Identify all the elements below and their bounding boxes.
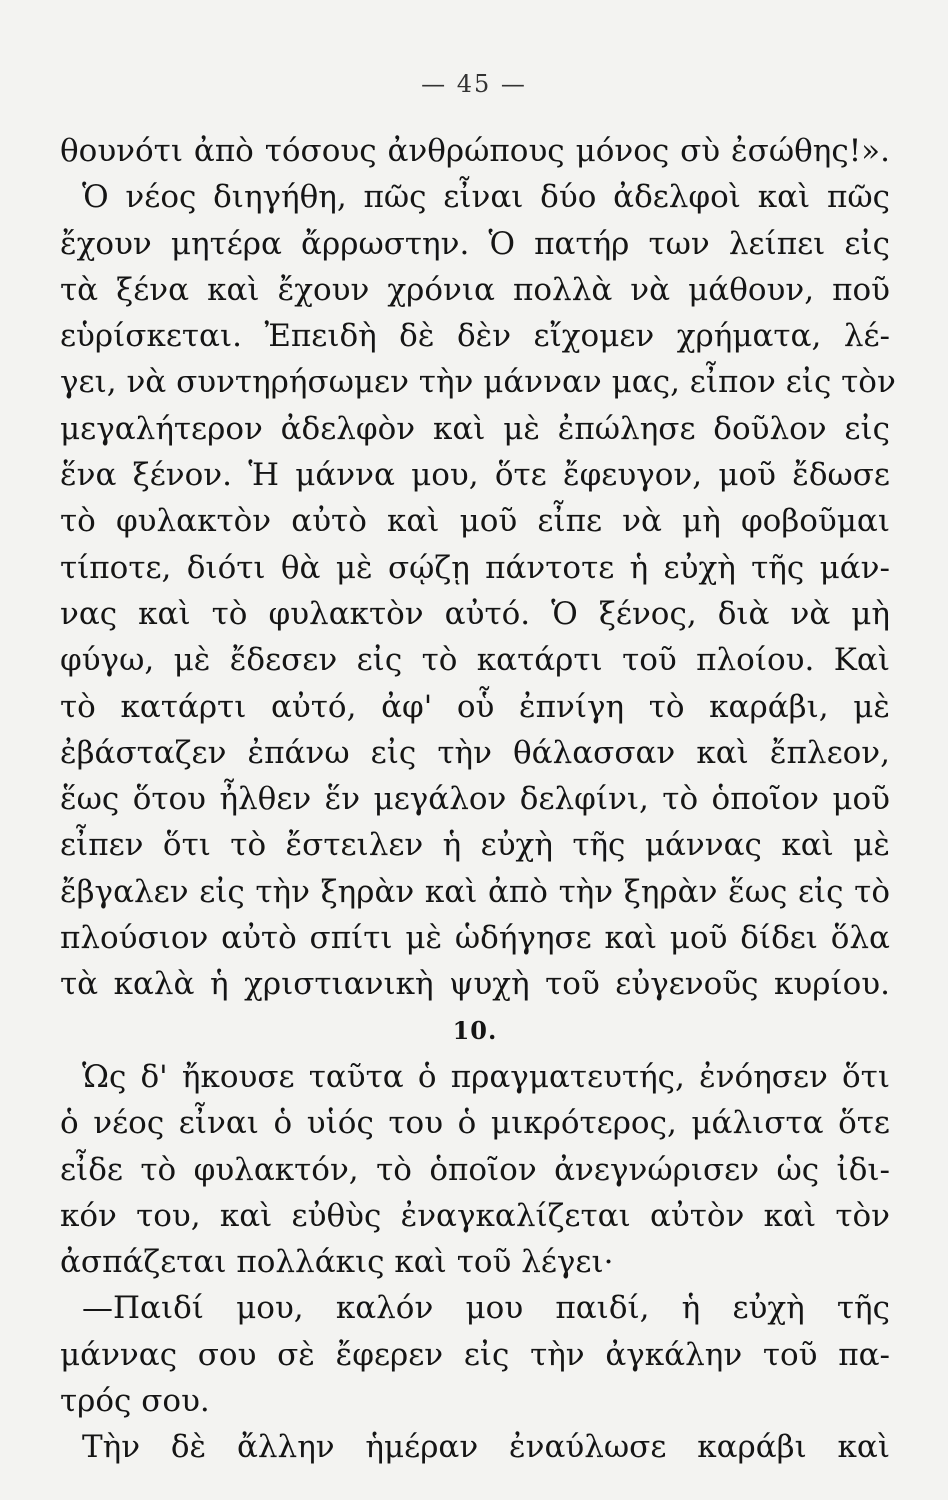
- text-line: τὸ φυλακτὸν αὐτὸ καὶ μοῦ εἶπε νὰ μὴ φοβοῦμαι: [60, 503, 890, 540]
- text-line: μεγαλήτερον ἀδελφὸν καὶ μὲ ἐπώλησε δοῦλον εἰς: [60, 410, 890, 447]
- text-line: ἔβγαλεν εἰς τὴν ξηρὰν καὶ ἀπὸ τὴν ξηρὰν ἕως εἰς τὸ: [60, 873, 890, 910]
- text-line: τὰ ξένα καὶ ἔχουν χρόνια πολλὰ νὰ μάθουν, ποῦ: [60, 271, 890, 308]
- text-line: τὸ κατάρτι αὐτό, ἀφ' οὗ ἐπνίγη τὸ καράβι, μὲ: [60, 688, 890, 725]
- text-line: Τὴν δὲ ἄλλην ἡμέραν ἐναύλωσε καράβι καὶ: [82, 1429, 890, 1466]
- paragraph-3: [60, 1285, 890, 1424]
- text-line: τὰ καλὰ ἡ χριστιανικὴ ψυχὴ τοῦ εὐγενοῦς κυρίου.: [60, 966, 890, 1003]
- page-number: — 45 —: [421, 70, 527, 98]
- text-line: τρός σου.: [60, 1383, 210, 1420]
- body-text: [60, 128, 896, 1471]
- text-line: νας καὶ τὸ φυλακτὸν αὐτό. Ὁ ξένος, διὰ νὰ μὴ: [60, 595, 890, 632]
- text-line: ἕνα ξένον. Ἡ μάννα μου, ὅτε ἔφευγον, μοῦ ἔδωσε: [60, 457, 890, 494]
- text-line: ἀσπάζεται πολλάκις καὶ τοῦ λέγει·: [60, 1244, 614, 1281]
- section-number: 10.: [452, 1015, 498, 1045]
- text-line: ἐβάσταζεν ἐπάνω εἰς τὴν θάλασσαν καὶ ἔπλεον,: [60, 734, 890, 771]
- text-line: γει, νὰ συντηρήσωμεν τὴν μάνναν μας, εἶπον εἰς τὸν: [60, 364, 896, 401]
- paragraph-2: [60, 1054, 890, 1285]
- text-line: ἔχουν μητέρα ἄρρωστην. Ὁ πατήρ των λείπει εἰς: [60, 225, 890, 262]
- text-line: τίποτε, διότι θὰ μὲ σῴζῃ πάντοτε ἡ εὐχὴ τῆς μάν-: [60, 549, 890, 586]
- text-line: εὑρίσκεται. Ἐπειδὴ δὲ δὲν εἴχομεν χρήματα, λέ-: [60, 318, 890, 355]
- text-line: εἶδε τὸ φυλακτόν, τὸ ὁποῖον ἀνεγνώρισεν ὡς ἰδι-: [60, 1151, 890, 1188]
- text-line: Ὁ νέος διηγήθη, πῶς εἶναι δύο ἀδελφοὶ καὶ πῶς: [82, 179, 890, 216]
- text-line: ὁ νέος εἶναι ὁ υἱός του ὁ μικρότερος, μάλιστα ὅτε: [60, 1105, 890, 1142]
- text-line: κόν του, καὶ εὐθὺς ἐναγκαλίζεται αὐτὸν καὶ τὸν: [60, 1197, 890, 1234]
- text-line: θουνότι ἀπὸ τόσους ἀνθρώπους μόνος σὺ ἐσώθης!».: [60, 133, 890, 169]
- text-line: Ὡς δ' ἤκουσε ταῦτα ὁ πραγματευτής, ἐνόησεν ὅτι: [82, 1058, 890, 1095]
- paragraph-4: [60, 1424, 890, 1470]
- text-line: μάννας σου σὲ ἔφερεν εἰς τὴν ἀγκάλην τοῦ πα-: [60, 1336, 890, 1373]
- paragraph-1: [60, 128, 896, 1008]
- text-line: εἶπεν ὅτι τὸ ἔστειλεν ἡ εὐχὴ τῆς μάννας καὶ μὲ: [60, 827, 890, 864]
- text-line: ἕως ὅτου ἦλθεν ἕν μεγάλον δελφίνι, τὸ ὁποῖον μοῦ: [60, 781, 890, 818]
- text-line: φύγω, μὲ ἔδεσεν εἰς τὸ κατάρτι τοῦ πλοίου. Καὶ: [60, 642, 890, 679]
- text-line: πλούσιον αὐτὸ σπίτι μὲ ὡδήγησε καὶ μοῦ δίδει ὅλα: [60, 920, 890, 957]
- text-line: —Παιδί μου, καλόν μου παιδί, ἡ εὐχὴ τῆς: [82, 1290, 890, 1327]
